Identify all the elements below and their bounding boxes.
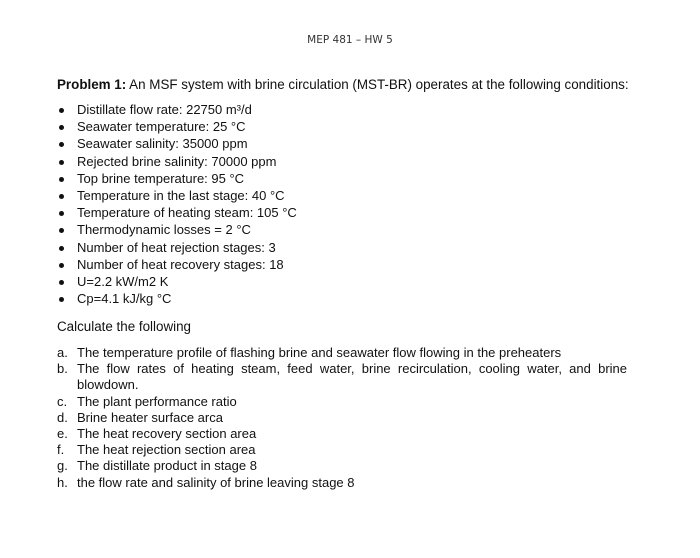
condition-item: Temperature of heating steam: 105 °C — [57, 204, 297, 221]
task-label: f. — [57, 442, 65, 458]
task-item — [57, 345, 627, 361]
condition-item: Cp=4.1 kJ/kg °C — [57, 290, 297, 307]
task-text: the flow rate and salinity of brine leaving stage 8 — [77, 474, 355, 490]
calculate-heading: Calculate the following — [57, 319, 191, 334]
condition-item: U=2.2 kW/m2 K — [57, 273, 297, 290]
task-item — [57, 475, 627, 491]
condition-item: Temperature in the last stage: 40 °C — [57, 187, 297, 204]
condition-item: Number of heat recovery stages: 18 — [57, 256, 297, 273]
condition-item: Distillate flow rate: 22750 m³/d — [57, 101, 297, 118]
task-item — [57, 442, 627, 458]
problem-label: Problem 1: — [57, 77, 127, 92]
task-item — [57, 426, 627, 442]
condition-item: Seawater temperature: 25 °C — [57, 118, 297, 135]
task-label: b. — [57, 361, 68, 377]
problem-text: An MSF system with brine circulation (MST-BR) operates at the following conditions: — [126, 77, 629, 92]
task-label: d. — [57, 409, 68, 425]
task-item — [57, 458, 627, 474]
task-label: c. — [57, 393, 68, 409]
tasks-list — [57, 345, 627, 491]
condition-item: Rejected brine salinity: 70000 ppm — [57, 153, 297, 170]
problem-statement — [57, 76, 677, 93]
page-header: MEP 481 – HW 5 — [307, 34, 393, 46]
task-label: g. — [57, 458, 68, 474]
task-text: The temperature profile of flashing brine and seawater flow flowing in the preheaters — [77, 345, 562, 360]
conditions-list — [57, 101, 297, 307]
task-text: The distillate product in stage 8 — [77, 458, 257, 474]
condition-item: Top brine temperature: 95 °C — [57, 170, 297, 187]
task-text: The heat recovery section area — [77, 426, 257, 442]
task-label: a. — [57, 345, 68, 360]
task-text: The heat rejection section area — [77, 442, 256, 458]
task-text: Brine heater surface arca — [77, 409, 223, 425]
condition-item: Thermodynamic losses = 2 °C — [57, 221, 297, 238]
task-item — [57, 394, 627, 410]
task-item — [57, 361, 627, 393]
task-text: The plant performance ratio — [77, 393, 237, 409]
task-text: The flow rates of heating steam, feed water, brine recirculation, cooling water, and brine blowdown. — [77, 361, 627, 393]
task-label: e. — [57, 426, 68, 442]
task-label: h. — [57, 474, 68, 490]
task-item — [57, 410, 627, 426]
condition-item: Seawater salinity: 35000 ppm — [57, 135, 297, 152]
condition-item: Number of heat rejection stages: 3 — [57, 239, 297, 256]
